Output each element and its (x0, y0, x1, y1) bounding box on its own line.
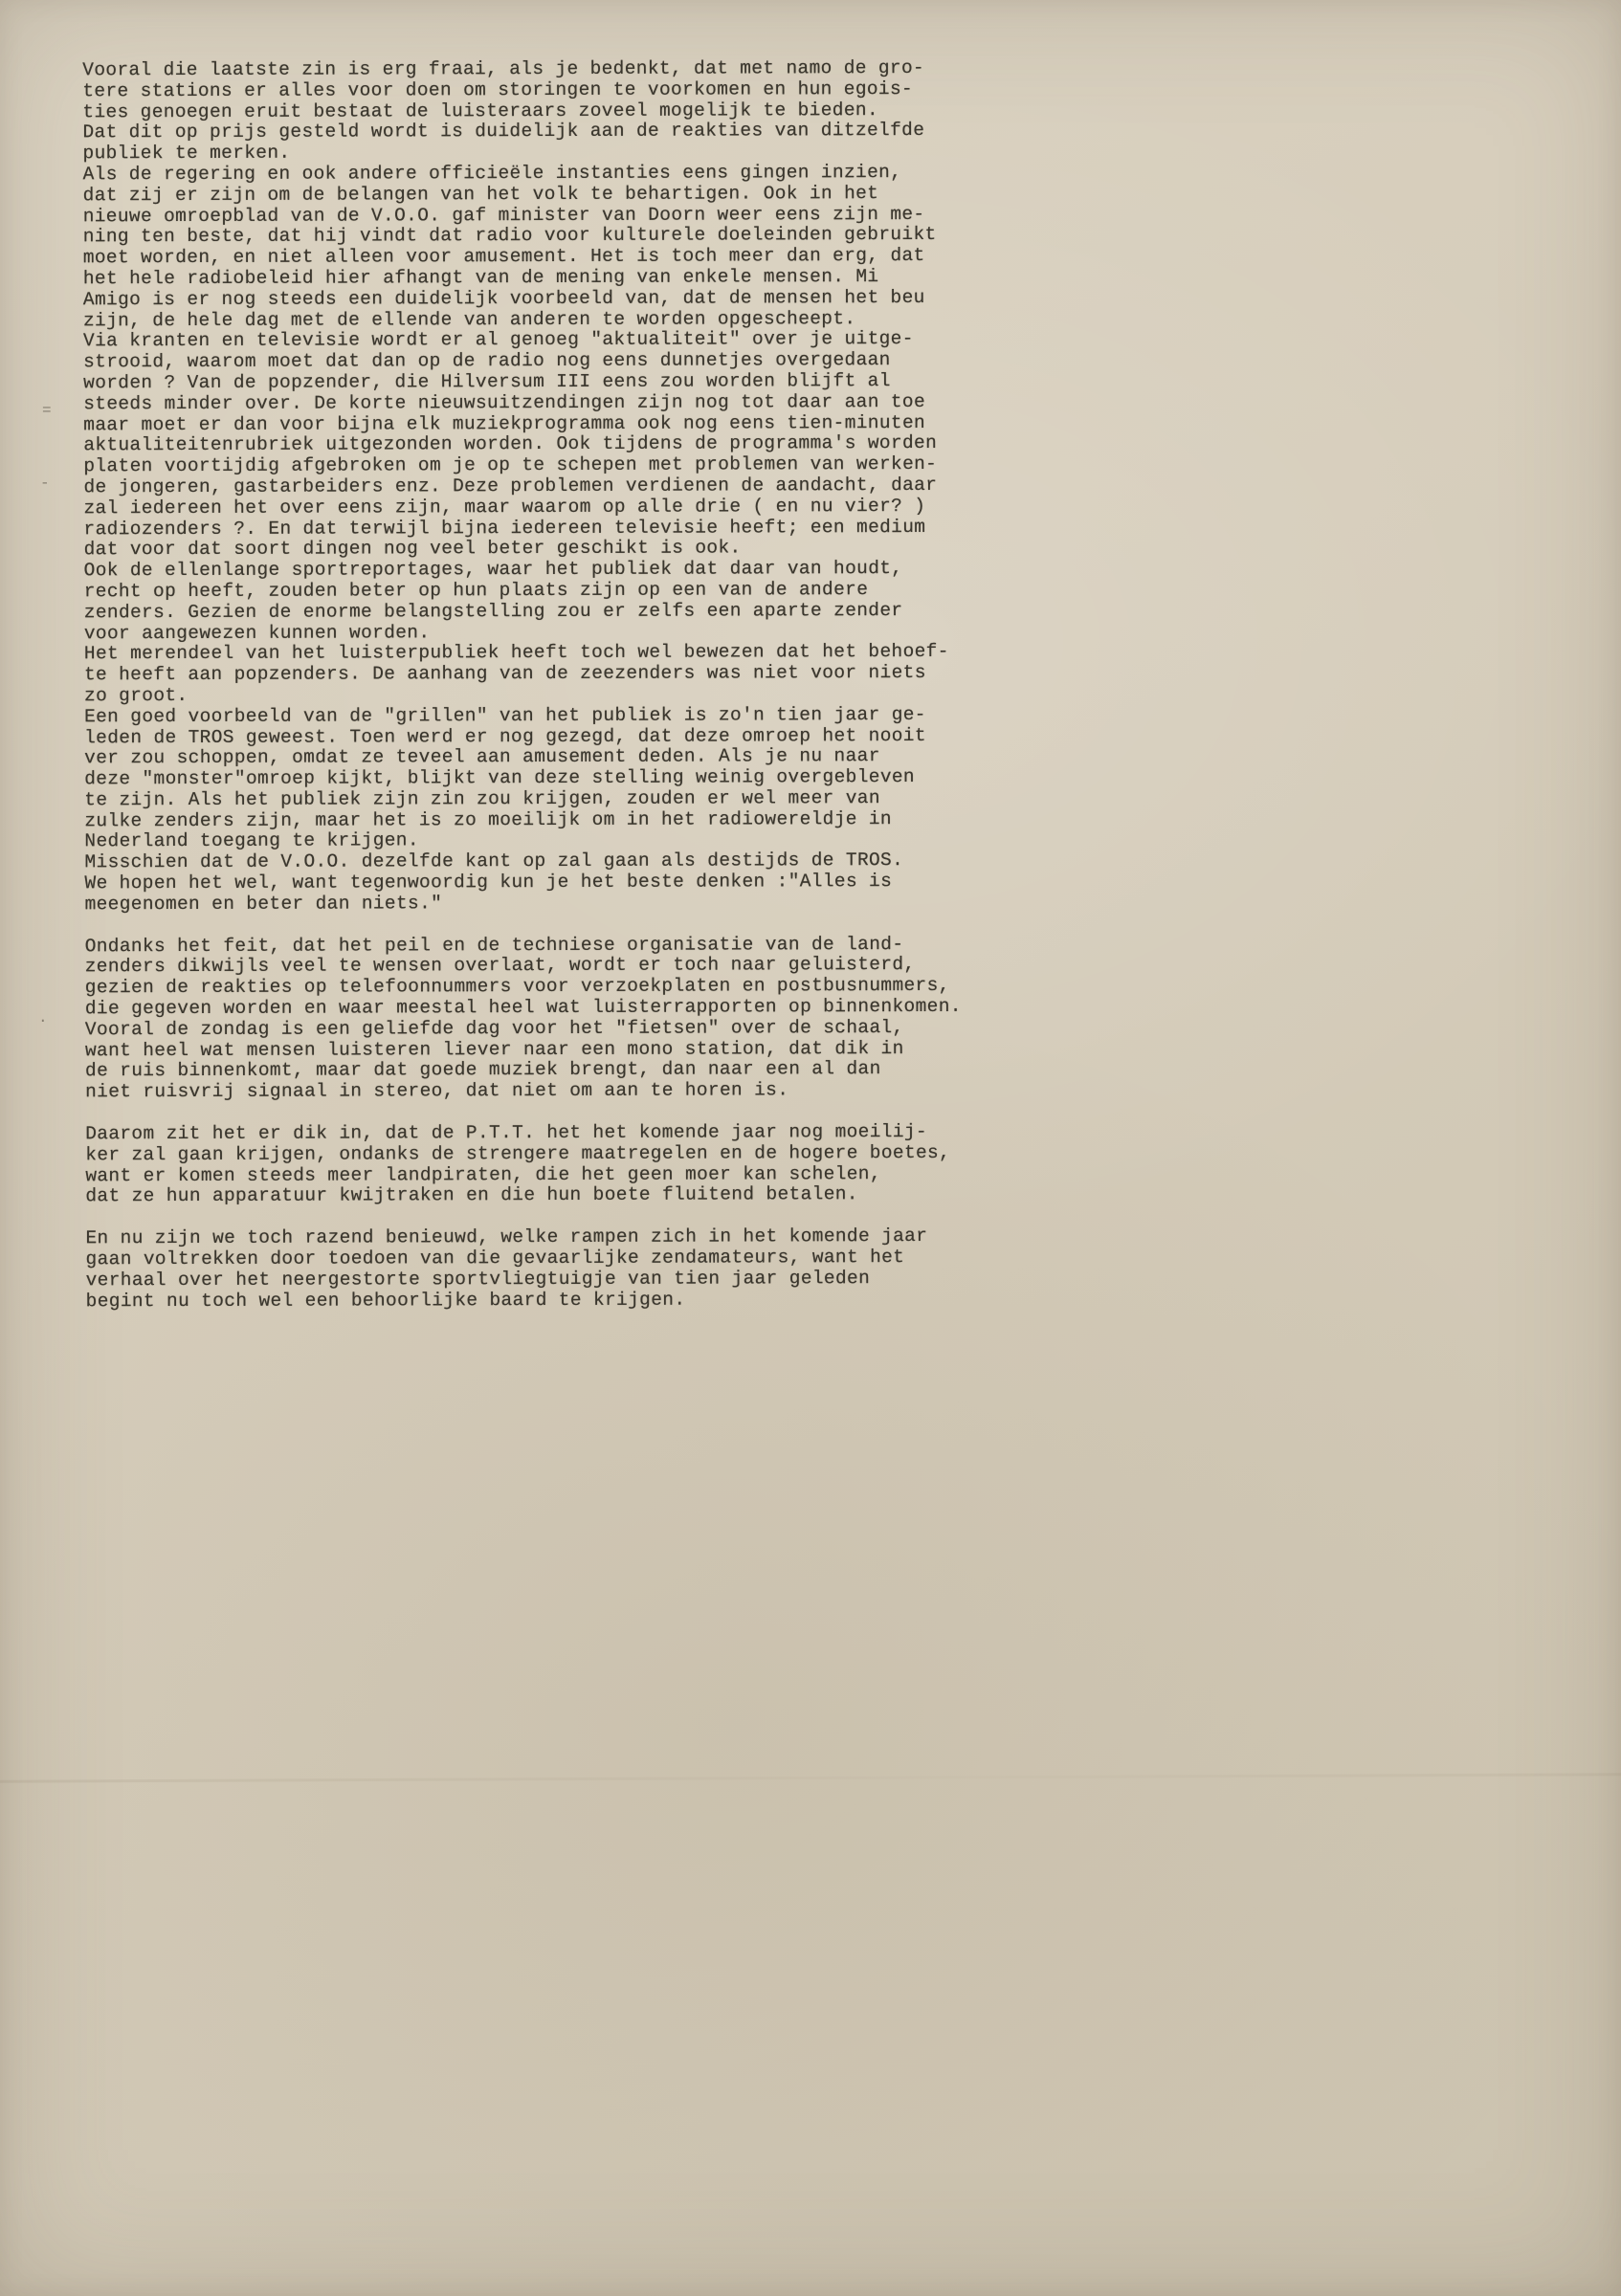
scan-artifact-mark: - (40, 475, 50, 492)
paragraph-zendamateurs: En nu zijn we toch razend benieuwd, welke rampen zich in het komende jaar gaan voltrekken door toedoen van die gevaarlijke zendamateurs, want het verhaal over het neergestorte sportvliegtuigje van tien jaar geleden begint nu toch wel een behoorlijke baard te krijgen. (85, 1225, 928, 1312)
paragraph-radio-policy: Vooral die laatste zin is erg fraai, als je bedenkt, dat met namo de gro- tere stations er alles voor doen om storingen te voorkomen en hun egois- ties genoegen eruit bestaat de luisteraars zoveel mogelijk te bieden. Dat dit op prijs gesteld wordt is duidelijk aan de reakties van ditzelfde publiek te merken. Als de regering en ook andere officieële instanties eens gingen inzien, dat zij er zijn om de belangen van het volk te behartigen. Ook in het nieuwe omroepblad van de V.O.O. gaf minister van Doorn weer eens zijn me- ning ten beste, dat hij vindt dat radio voor kulturele doeleinden gebruikt moet worden, en niet alleen voor amusement. Het is toch meer dan erg, dat het hele radiobeleid hier afhangt van de mening van enkele mensen. Mi Amigo is er nog steeds een duidelijk voorbeeld van, dat de mensen het beu zijn, de hele dag met de ellende van anderen te worden opgescheept. Via kranten en televisie wordt er al genoeg "aktualiteit" over je uitge- strooid, waarom moet dat dan op de radio nog eens dunnetjes overgedaan worden ? Van de popzender, die Hilversum III eens zou worden blijft al steeds minder over. De korte nieuwsuitzendingen zijn nog tot daar aan toe maar moet er dan voor bijna elk muziekprogramma ook nog eens tien-minuten aktualiteitenrubriek uitgezonden worden. Ook tijdens de programma's worden platen voortijdig afgebroken om je op te schepen met problemen van werken- de jongeren, gastarbeiders enz. Deze problemen verdienen de aandacht, daar zal iedereen het over eens zijn, maar waarom op alle drie ( en nu vier? ) radiozenders ?. En dat terwijl bijna iedereen televisie heeft; een medium dat voor dat soort dingen nog veel beter geschikt is ook. Ook de ellenlange sportreportages, waar het publiek dat daar van houdt, recht op heeft, zouden beter op hun plaats zijn op een van de andere zenders. Gezien de enorme belangstelling zou er zelfs een aparte zender voor aangewezen kunnen worden. Het merendeel van het luisterpubliek heeft toch wel bewezen dat het behoef- te heeft aan popzenders. De aanhang van de zeezenders was niet voor niets zo groot. Een goed voorbeeld van de "grillen" van het publiek is zo'n tien jaar ge- leden de TROS geweest. Toen werd er nog gezegd, dat deze omroep het nooit ver zou schoppen, omdat ze teveel aan amusement deden. Als je nu naar deze "monster"omroep kijkt, blijkt van deze stelling weinig overgebleven te zijn. Als het publiek zijn zin zou krijgen, zouden er wel meer van zulke zenders zijn, maar het is zo moeilijk om in het radiowereldje in Nederland toegang te krijgen. Misschien dat de V.O.O. dezelfde kant op zal gaan als destijds de TROS. We hopen het wel, want tegenwoordig kun je het beste denken :"Alles is meegenomen en beter dan niets." (82, 56, 949, 916)
scan-artifact-mark: · (38, 1012, 48, 1029)
scan-artifact-mark: = (42, 402, 52, 419)
paragraph-ptt-landpiraten: Daarom zit het er dik in, dat de P.T.T. het het komende jaar nog moeilij- ker zal gaan krijgen, ondanks de strengere maatregelen en de hogere boetes, want er komen steeds meer landpiraten, die het geen moer kan schelen, dat ze hun apparatuur kwijtraken en die hun boete fluitend betalen. (85, 1121, 951, 1207)
paper-crease (0, 1773, 1621, 1782)
typewritten-text-block (82, 58, 1023, 1334)
paragraph-landzenders: Ondanks het feit, dat het peil en de techniese organisatie van de land- zenders dikwijls veel te wensen overlaat, wordt er toch naar geluisterd, gezien de reakties op telefoonnummers voor verzoekplaten en postbusnummers, die gegeven worden en waar meestal heel wat luisterrapporten op binnenkomen. Vooral de zondag is een geliefde dag voor het "fietsen" over de schaal, want heel wat mensen luisteren liever naar een mono station, dat dik in de ruis binnenkomt, maar dat goede muziek brengt, dan naar een al dan niet ruisvrij signaal in stereo, dat niet om aan te horen is. (84, 933, 962, 1103)
